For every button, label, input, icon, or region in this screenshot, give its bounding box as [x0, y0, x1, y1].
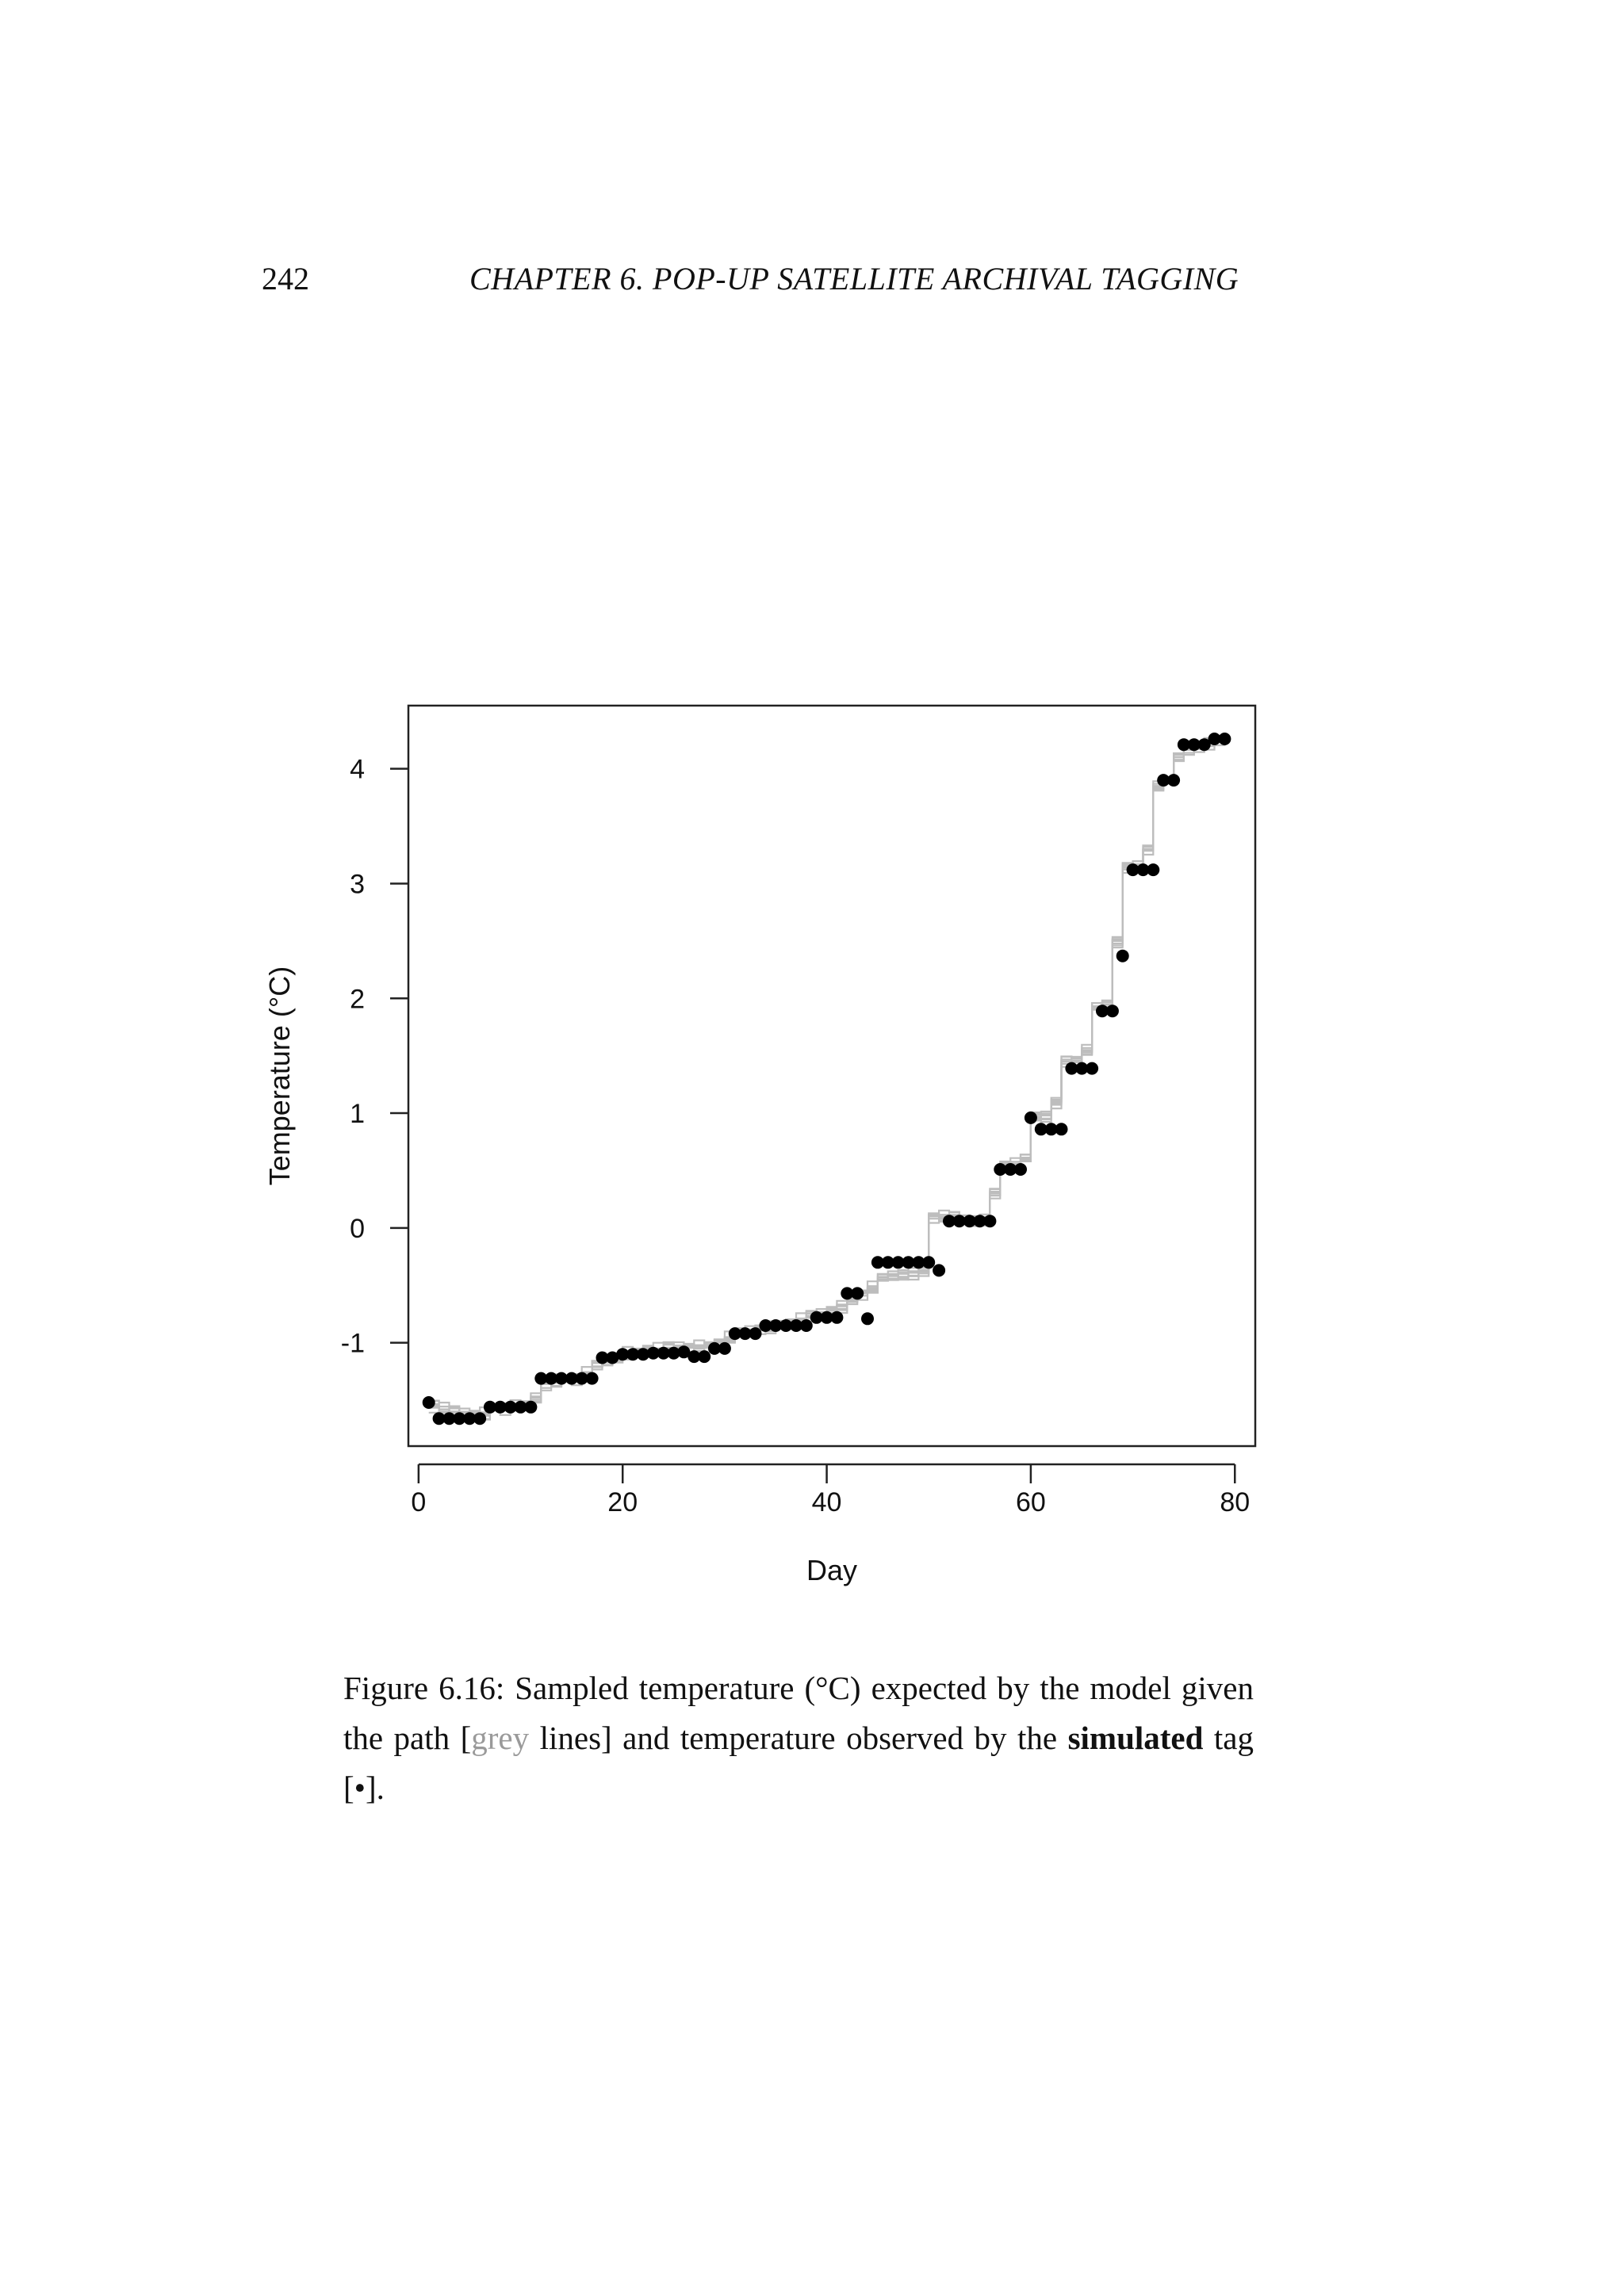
observed-point [800, 1319, 813, 1332]
observed-point [586, 1372, 599, 1385]
y-axis-label: Temperature (°C) [263, 966, 296, 1186]
observed-point [830, 1311, 843, 1324]
observed-point [1116, 950, 1129, 962]
observed-point [718, 1342, 731, 1355]
y-tick-label: 1 [350, 1099, 365, 1130]
observed-point [861, 1312, 874, 1325]
x-tick-label: 20 [607, 1487, 638, 1517]
caption-grey-word: grey [471, 1720, 530, 1756]
observed-point [423, 1396, 435, 1409]
observed-point [1167, 774, 1180, 786]
observed-point [1147, 863, 1159, 876]
page-number: 242 [262, 261, 309, 297]
figure-caption [343, 1663, 1254, 1813]
caption-prefix: Figure 6.16: Sampled temperature (°C) expected by the model given the path [ [343, 1670, 1254, 1756]
observed-point [749, 1327, 762, 1340]
observed-point [1055, 1123, 1068, 1135]
x-axis-label: Day [806, 1554, 858, 1586]
observed-point [473, 1412, 486, 1425]
caption-suffix: tag [•]. [343, 1720, 1254, 1806]
observed-point [922, 1256, 935, 1269]
observed-point [698, 1350, 710, 1363]
observed-point [933, 1264, 945, 1276]
caption-bold-word: simulated [1067, 1720, 1204, 1756]
y-tick-label: 4 [350, 754, 365, 785]
observed-point [1025, 1112, 1037, 1124]
x-tick-label: 0 [411, 1487, 427, 1517]
axes-layer [341, 755, 1250, 1517]
observed-point [524, 1401, 537, 1414]
x-tick-label: 40 [811, 1487, 842, 1517]
y-tick-label: 3 [350, 869, 365, 900]
observed-point [983, 1215, 996, 1227]
y-tick-label: 0 [350, 1213, 365, 1244]
x-tick-label: 60 [1016, 1487, 1046, 1517]
plot-frame [408, 706, 1255, 1446]
y-tick-label: 2 [350, 984, 365, 1015]
caption-middle: lines] and temperature observed by the [529, 1720, 1068, 1756]
observed-point [1106, 1004, 1119, 1017]
observed-point [851, 1287, 864, 1299]
running-head: CHAPTER 6. POP-UP SATELLITE ARCHIVAL TAGGING [469, 261, 1239, 297]
observed-point [1086, 1062, 1098, 1075]
y-tick-label: -1 [340, 1328, 365, 1359]
observed-point [1014, 1163, 1027, 1176]
observed-points-layer [423, 733, 1231, 1425]
x-tick-label: 80 [1220, 1487, 1251, 1517]
observed-point [1218, 733, 1231, 745]
